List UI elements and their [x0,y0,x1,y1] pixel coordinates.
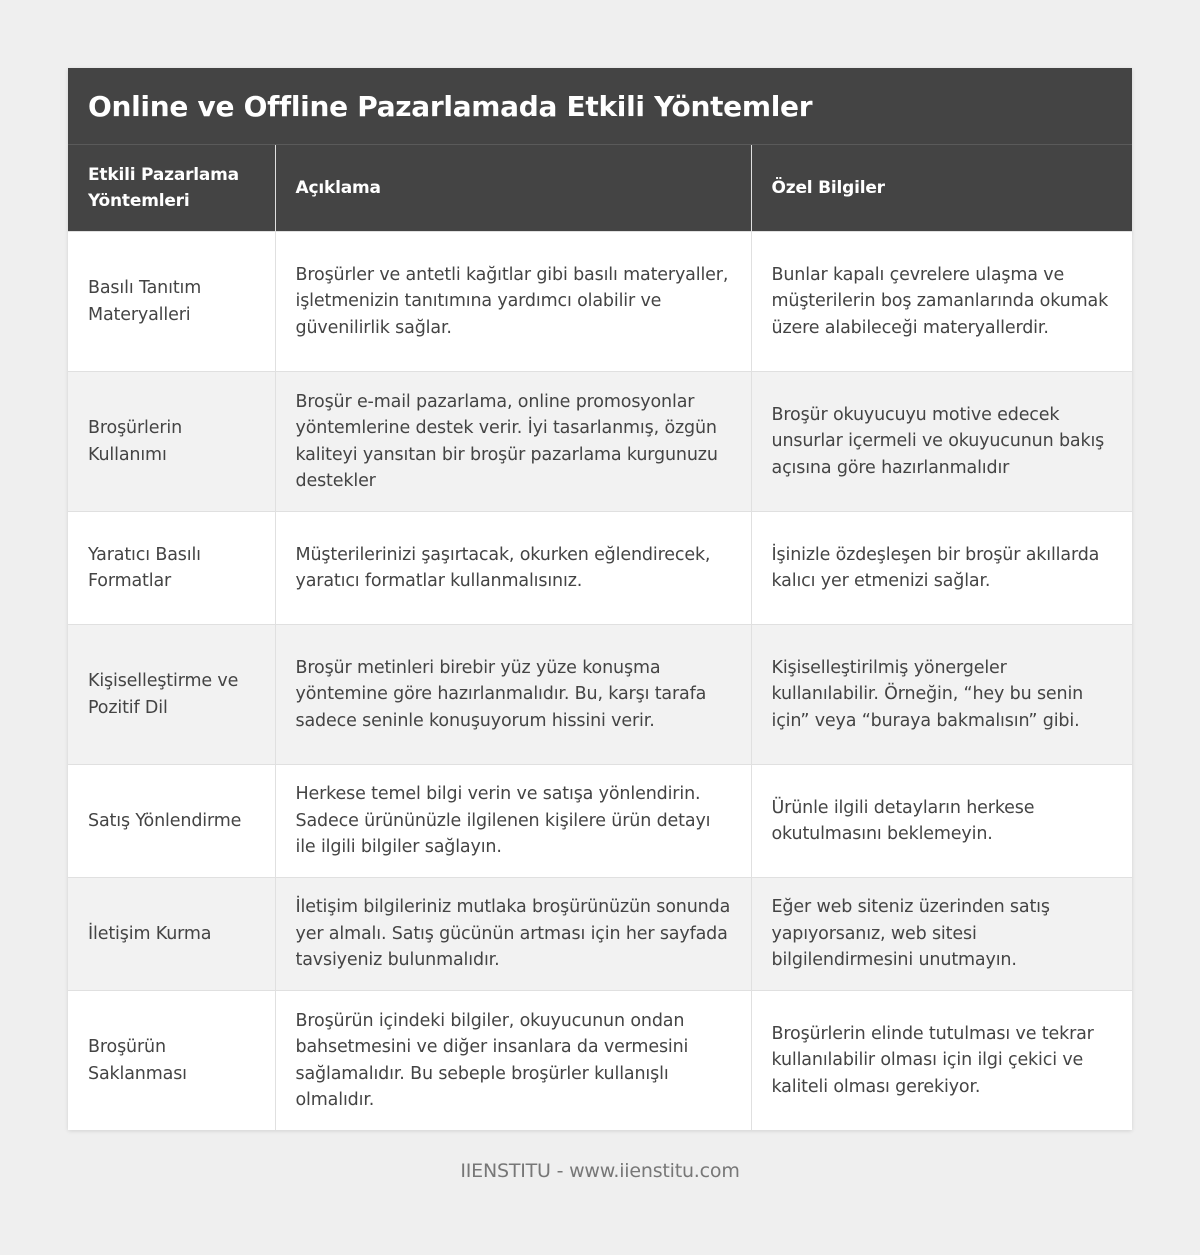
cell-method: Basılı Tanıtım Materyalleri [68,232,275,372]
table-card [68,68,1132,1130]
cell-info: Bunlar kapalı çevrelere ulaşma ve müşterilerin boş zamanlarında okumak üzere alabileceği materyallerdir. [751,232,1132,372]
cell-description: Broşür metinleri birebir yüz yüze konuşma yöntemine göre hazırlanmalıdır. Bu, karşı tarafa sadece seninle konuşuyorum hissini verir. [275,625,751,765]
cell-description: Broşür e-mail pazarlama, online promosyonlar yöntemlerine destek verir. İyi tasarlanmış, özgün kaliteyi yansıtan bir broşür pazarlama kurgunuzu destekler [275,372,751,512]
table-row [68,765,1132,878]
methods-table [68,145,1132,1130]
column-header-method: Etkili Pazarlama Yöntemleri [68,145,275,232]
cell-info: Broşürlerin elinde tutulması ve tekrar kullanılabilir olması için ilgi çekici ve kaliteli olması gerekiyor. [751,991,1132,1131]
cell-method: Broşürün Saklanması [68,991,275,1131]
title-bar [68,68,1132,145]
table-row [68,512,1132,625]
cell-description: İletişim bilgileriniz mutlaka broşürünüzün sonunda yer almalı. Satış gücünün artması için her sayfada tavsiyeniz bulunmalıdır. [275,878,751,991]
page-title: Online ve Offline Pazarlamada Etkili Yöntemler [88,89,813,123]
cell-info: Kişiselleştirilmiş yönergeler kullanılabilir. Örneğin, “hey bu senin için” veya “buraya bakmalısın” gibi. [751,625,1132,765]
cell-method: Broşürlerin Kullanımı [68,372,275,512]
table-header-row [68,145,1132,232]
footer-credit: IIENSTITU - www.iienstitu.com [460,1160,740,1182]
cell-method: Satış Yönlendirme [68,765,275,878]
table-row [68,878,1132,991]
cell-method: Yaratıcı Basılı Formatlar [68,512,275,625]
cell-description: Broşürler ve antetli kağıtlar gibi basılı materyaller, işletmenizin tanıtımına yardımcı olabilir ve güvenilirlik sağlar. [275,232,751,372]
cell-info: Ürünle ilgili detayların herkese okutulmasını beklemeyin. [751,765,1132,878]
column-header-description: Açıklama [275,145,751,232]
cell-method: İletişim Kurma [68,878,275,991]
column-header-info: Özel Bilgiler [751,145,1132,232]
cell-info: İşinizle özdeşleşen bir broşür akıllarda kalıcı yer etmenizi sağlar. [751,512,1132,625]
table-row [68,232,1132,372]
table-row [68,991,1132,1131]
cell-description: Broşürün içindeki bilgiler, okuyucunun ondan bahsetmesini ve diğer insanlara da vermesini sağlamalıdır. Bu sebeple broşürler kullanışlı olmalıdır. [275,991,751,1131]
cell-info: Eğer web siteniz üzerinden satış yapıyorsanız, web sitesi bilgilendirmesini unutmayın. [751,878,1132,991]
table-row [68,372,1132,512]
cell-info: Broşür okuyucuyu motive edecek unsurlar içermeli ve okuyucunun bakış açısına göre hazırlanmalıdır [751,372,1132,512]
cell-method: Kişiselleştirme ve Pozitif Dil [68,625,275,765]
cell-description: Herkese temel bilgi verin ve satışa yönlendirin. Sadece ürününüzle ilgilenen kişilere ürün detayı ile ilgili bilgiler sağlayın. [275,765,751,878]
cell-description: Müşterilerinizi şaşırtacak, okurken eğlendirecek, yaratıcı formatlar kullanmalısınız. [275,512,751,625]
table-row [68,625,1132,765]
